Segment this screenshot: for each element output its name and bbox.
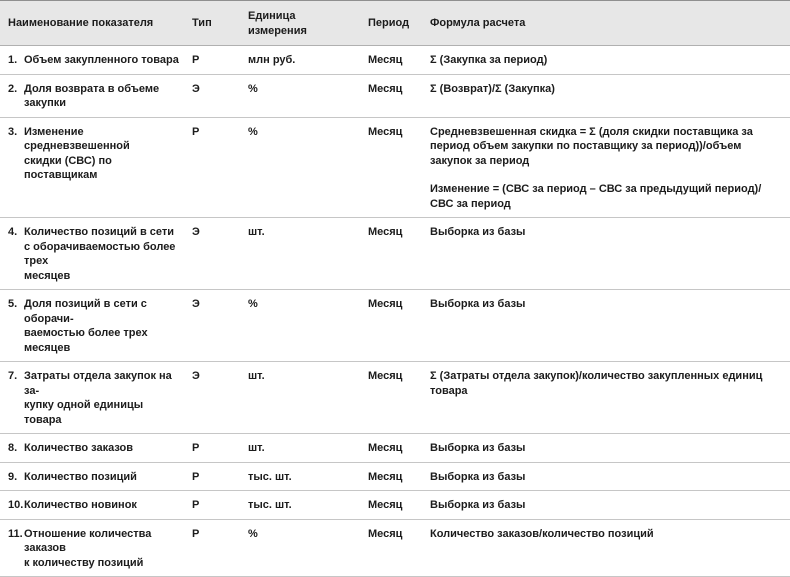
formula-paragraph: Количество заказов/количество позиций (430, 527, 654, 540)
col-header-formula: Формула расчета (424, 1, 790, 46)
formula-paragraph: Средневзвешенная скидка = Σ (доля скидки поставщика за период объем закупки по поставщику за период))/объем закупок за период (430, 125, 753, 167)
indicator-period: Месяц (362, 290, 424, 362)
indicator-unit: тыс. шт. (242, 491, 362, 520)
indicator-name: Количество заказов (24, 442, 134, 455)
row-number: 9. (8, 470, 18, 483)
indicator-formula (424, 519, 790, 577)
indicator-formula (424, 362, 790, 434)
indicator-period: Месяц (362, 462, 424, 491)
indicator-type: Э (186, 218, 242, 290)
indicator-type: Р (186, 46, 242, 75)
indicator-type: Р (186, 117, 242, 218)
indicator-unit: % (242, 290, 362, 362)
indicator-type: Э (186, 74, 242, 117)
indicator-formula (424, 290, 790, 362)
indicator-type: Э (186, 290, 242, 362)
formula-paragraph: Σ (Затраты отдела закупок)/количество закупленных единиц товара (430, 370, 763, 397)
indicator-formula (424, 491, 790, 520)
indicator-unit: % (242, 117, 362, 218)
indicator-type: Р (186, 462, 242, 491)
indicator-period: Месяц (362, 74, 424, 117)
indicator-unit: шт. (242, 218, 362, 290)
col-header-period: Период (362, 1, 424, 46)
col-header-type: Тип (186, 1, 242, 46)
table-row (0, 434, 790, 463)
row-number: 4. (8, 226, 18, 239)
indicator-type: Р (186, 491, 242, 520)
indicator-period: Месяц (362, 46, 424, 75)
table-row (0, 491, 790, 520)
indicator-formula (424, 46, 790, 75)
row-number: 8. (8, 442, 18, 455)
header-row (0, 1, 790, 46)
formula-paragraph: Изменение = (СВС за период – СВС за предыдущий период)/СВС за период (430, 183, 762, 210)
indicator-formula (424, 462, 790, 491)
col-header-indicator-name: Наименование показателя (0, 1, 186, 46)
indicator-name: Количество позиций в сети с оборачиваемостью более трех месяцев (24, 226, 176, 282)
indicator-period: Месяц (362, 519, 424, 577)
indicator-unit: шт. (242, 362, 362, 434)
indicator-type: Р (186, 519, 242, 577)
formula-paragraph: Выборка из базы (430, 470, 526, 483)
indicator-unit: % (242, 74, 362, 117)
indicator-name-cell (0, 491, 186, 520)
row-number: 10. (8, 499, 24, 512)
indicator-name: Отношение количества заказов к количеству позиций (24, 527, 152, 569)
table-row (0, 519, 790, 577)
indicator-period: Месяц (362, 117, 424, 218)
row-number: 1. (8, 54, 18, 67)
row-number: 7. (8, 370, 18, 383)
formula-paragraph: Σ (Возврат)/Σ (Закупка) (430, 82, 555, 95)
table-row (0, 74, 790, 117)
indicator-formula (424, 74, 790, 117)
indicator-period: Месяц (362, 362, 424, 434)
table-row (0, 362, 790, 434)
indicator-name-cell (0, 46, 186, 75)
table-row (0, 462, 790, 491)
table-row (0, 290, 790, 362)
indicator-period: Месяц (362, 218, 424, 290)
table-row (0, 117, 790, 218)
indicator-name-cell (0, 74, 186, 117)
indicator-name-cell (0, 290, 186, 362)
indicator-formula (424, 434, 790, 463)
table-row (0, 218, 790, 290)
col-header-unit: Единица измерения (242, 1, 362, 46)
indicator-name-cell (0, 462, 186, 491)
indicator-name-cell (0, 218, 186, 290)
indicator-unit: % (242, 519, 362, 577)
indicator-name: Количество новинок (24, 499, 137, 512)
indicator-name: Доля позиций в сети с оборачи- ваемостью более трех месяцев (24, 298, 148, 354)
indicator-name: Количество позиций (24, 470, 137, 483)
indicator-name: Затраты отдела закупок на за- купку одной единицы товара (24, 370, 172, 426)
indicator-name: Изменение средневзвешенной скидки (СВС) по поставщикам (24, 125, 130, 182)
table-row (0, 46, 790, 75)
indicator-name-cell (0, 117, 186, 218)
row-number: 3. (8, 125, 18, 138)
formula-paragraph: Выборка из базы (430, 442, 526, 455)
indicator-name-cell (0, 362, 186, 434)
formula-paragraph: Выборка из базы (430, 298, 526, 311)
row-number: 11. (8, 527, 23, 540)
indicator-name: Объем закупленного товара (24, 54, 179, 67)
indicator-name-cell (0, 519, 186, 577)
indicator-name: Доля возврата в объеме закупки (24, 82, 160, 110)
formula-paragraph: Выборка из базы (430, 499, 526, 512)
indicator-formula (424, 117, 790, 218)
indicator-type: Э (186, 362, 242, 434)
table-body (0, 46, 790, 577)
row-number: 2. (8, 82, 18, 95)
indicator-name-cell (0, 434, 186, 463)
indicator-unit: тыс. шт. (242, 462, 362, 491)
indicator-unit: млн руб. (242, 46, 362, 75)
indicator-type: Р (186, 434, 242, 463)
indicator-unit: шт. (242, 434, 362, 463)
indicator-period: Месяц (362, 434, 424, 463)
indicator-period: Месяц (362, 491, 424, 520)
row-number: 5. (8, 298, 18, 311)
formula-paragraph: Выборка из базы (430, 226, 526, 239)
indicator-formula (424, 218, 790, 290)
formula-paragraph: Σ (Закупка за период) (430, 54, 548, 67)
